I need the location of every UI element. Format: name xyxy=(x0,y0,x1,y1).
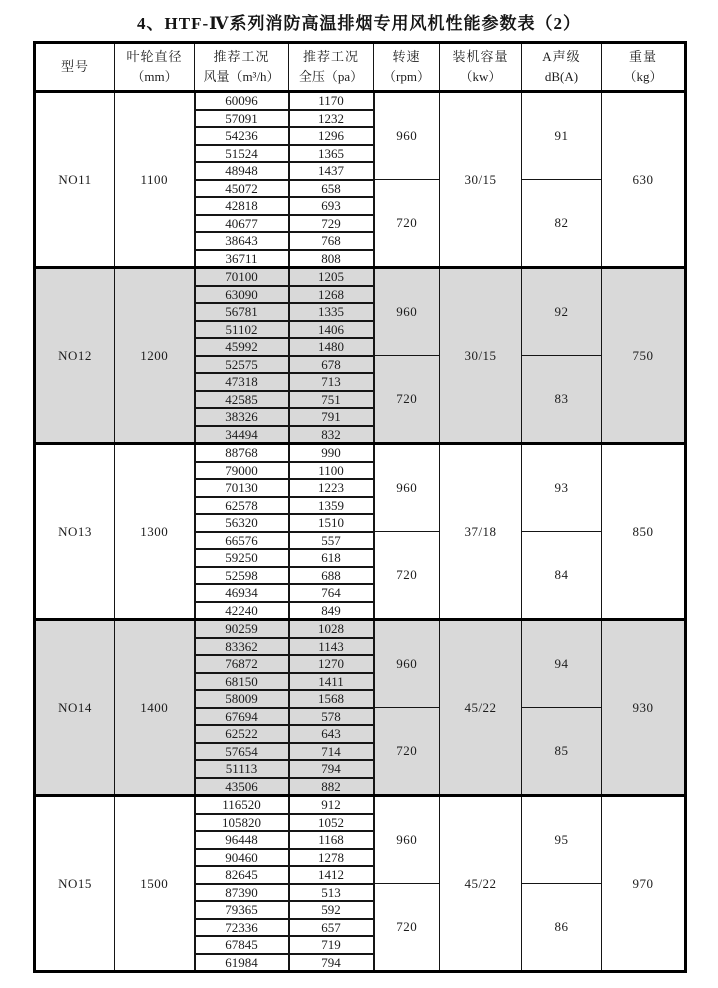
flow-cell: 68150 xyxy=(195,673,289,691)
column-header-line2: 风量（m³/h） xyxy=(203,69,280,84)
column-header-line1: 推荐工况 xyxy=(302,48,359,64)
pressure-cell: 1568 xyxy=(289,690,374,708)
flow-cell: 63090 xyxy=(195,286,289,304)
flow-cell: 57654 xyxy=(195,743,289,761)
flow-cell: 82645 xyxy=(195,866,289,884)
flow-cell: 70130 xyxy=(195,479,289,497)
model-cell: NO12 xyxy=(35,268,115,444)
pressure-cell: 1100 xyxy=(289,462,374,480)
flow-cell: 59250 xyxy=(195,549,289,567)
pressure-cell: 618 xyxy=(289,549,374,567)
weight-cell: 930 xyxy=(602,620,686,796)
pressure-cell: 1168 xyxy=(289,831,374,849)
flow-cell: 79365 xyxy=(195,901,289,919)
pressure-cell: 751 xyxy=(289,391,374,409)
flow-cell: 46934 xyxy=(195,584,289,602)
flow-cell: 45072 xyxy=(195,180,289,198)
flow-cell: 42585 xyxy=(195,391,289,409)
column-header xyxy=(115,43,195,92)
column-header-line2: （rpm） xyxy=(383,69,430,84)
pressure-cell: 729 xyxy=(289,215,374,233)
flow-cell: 48948 xyxy=(195,162,289,180)
pressure-cell: 1335 xyxy=(289,303,374,321)
pressure-cell: 688 xyxy=(289,567,374,585)
flow-cell: 58009 xyxy=(195,690,289,708)
column-header-line1: 转速 xyxy=(392,48,421,64)
rpm-cell: 960 xyxy=(374,92,440,180)
column-header-line1: 型号 xyxy=(60,58,89,74)
pressure-cell: 794 xyxy=(289,954,374,972)
pressure-cell: 657 xyxy=(289,919,374,937)
flow-cell: 62522 xyxy=(195,725,289,743)
pressure-cell: 678 xyxy=(289,356,374,374)
page-title: 4、HTF-Ⅳ系列消防高温排烟专用风机性能参数表（2） xyxy=(137,14,581,33)
pressure-cell: 1268 xyxy=(289,286,374,304)
column-header xyxy=(374,43,440,92)
column-header-line2: （mm） xyxy=(131,69,178,84)
column-header-line1: A声级 xyxy=(542,48,581,64)
flow-cell: 90259 xyxy=(195,620,289,638)
pressure-cell: 990 xyxy=(289,444,374,462)
flow-cell: 90460 xyxy=(195,849,289,867)
diameter-cell: 1400 xyxy=(115,620,195,796)
pressure-cell: 882 xyxy=(289,778,374,796)
flow-cell: 72336 xyxy=(195,919,289,937)
flow-cell: 51113 xyxy=(195,760,289,778)
weight-cell: 750 xyxy=(602,268,686,444)
table-body xyxy=(35,92,686,972)
table-header xyxy=(35,43,686,92)
pressure-cell: 1143 xyxy=(289,638,374,656)
pressure-cell: 808 xyxy=(289,250,374,268)
flow-cell: 52575 xyxy=(195,356,289,374)
model-cell: NO14 xyxy=(35,620,115,796)
column-header xyxy=(522,43,602,92)
flow-cell: 40677 xyxy=(195,215,289,233)
pressure-cell: 791 xyxy=(289,408,374,426)
diameter-cell: 1300 xyxy=(115,444,195,620)
pressure-cell: 714 xyxy=(289,743,374,761)
flow-cell: 43506 xyxy=(195,778,289,796)
rpm-cell: 720 xyxy=(374,884,440,972)
pressure-cell: 1480 xyxy=(289,338,374,356)
pressure-cell: 1052 xyxy=(289,814,374,832)
rpm-cell: 720 xyxy=(374,708,440,796)
flow-cell: 42240 xyxy=(195,602,289,620)
noise-cell: 94 xyxy=(522,620,602,708)
pressure-cell: 768 xyxy=(289,232,374,250)
column-header-line2: （kg） xyxy=(623,69,663,84)
column-header-line1: 推荐工况 xyxy=(213,48,270,64)
capacity-cell: 45/22 xyxy=(440,620,522,796)
flow-cell: 67694 xyxy=(195,708,289,726)
model-cell: NO11 xyxy=(35,92,115,268)
flow-cell: 96448 xyxy=(195,831,289,849)
fan-performance-table xyxy=(33,41,687,973)
flow-cell: 45992 xyxy=(195,338,289,356)
column-header xyxy=(440,43,522,92)
flow-cell: 116520 xyxy=(195,796,289,814)
noise-cell: 86 xyxy=(522,884,602,972)
flow-cell: 52598 xyxy=(195,567,289,585)
pressure-cell: 794 xyxy=(289,760,374,778)
weight-cell: 630 xyxy=(602,92,686,268)
capacity-cell: 30/15 xyxy=(440,92,522,268)
pressure-cell: 578 xyxy=(289,708,374,726)
pressure-cell: 1412 xyxy=(289,866,374,884)
pressure-cell: 693 xyxy=(289,197,374,215)
pressure-cell: 1028 xyxy=(289,620,374,638)
pressure-cell: 1406 xyxy=(289,321,374,339)
pressure-cell: 1437 xyxy=(289,162,374,180)
pressure-cell: 513 xyxy=(289,884,374,902)
column-header-line2: dB(A) xyxy=(544,69,579,84)
flow-cell: 70100 xyxy=(195,268,289,286)
table-row xyxy=(35,444,686,462)
column-header xyxy=(289,43,374,92)
pressure-cell: 1270 xyxy=(289,655,374,673)
pressure-cell: 912 xyxy=(289,796,374,814)
capacity-cell: 30/15 xyxy=(440,268,522,444)
pressure-cell: 1411 xyxy=(289,673,374,691)
table-row xyxy=(35,620,686,638)
model-cell: NO15 xyxy=(35,796,115,972)
noise-cell: 95 xyxy=(522,796,602,884)
pressure-cell: 1205 xyxy=(289,268,374,286)
flow-cell: 105820 xyxy=(195,814,289,832)
flow-cell: 56781 xyxy=(195,303,289,321)
pressure-cell: 1365 xyxy=(289,145,374,163)
column-header-line1: 装机容量 xyxy=(452,48,509,64)
rpm-cell: 960 xyxy=(374,796,440,884)
flow-cell: 76872 xyxy=(195,655,289,673)
weight-cell: 850 xyxy=(602,444,686,620)
noise-cell: 84 xyxy=(522,532,602,620)
diameter-cell: 1200 xyxy=(115,268,195,444)
column-header xyxy=(602,43,686,92)
flow-cell: 47318 xyxy=(195,373,289,391)
flow-cell: 38326 xyxy=(195,408,289,426)
flow-cell: 67845 xyxy=(195,936,289,954)
flow-cell: 66576 xyxy=(195,532,289,550)
pressure-cell: 1232 xyxy=(289,110,374,128)
flow-cell: 79000 xyxy=(195,462,289,480)
pressure-cell: 1510 xyxy=(289,514,374,532)
flow-cell: 62578 xyxy=(195,497,289,515)
flow-cell: 83362 xyxy=(195,638,289,656)
rpm-cell: 960 xyxy=(374,268,440,356)
flow-cell: 51524 xyxy=(195,145,289,163)
pressure-cell: 1223 xyxy=(289,479,374,497)
flow-cell: 36711 xyxy=(195,250,289,268)
flow-cell: 88768 xyxy=(195,444,289,462)
rpm-cell: 720 xyxy=(374,180,440,268)
flow-cell: 34494 xyxy=(195,426,289,444)
flow-cell: 38643 xyxy=(195,232,289,250)
column-header-line2: （kw） xyxy=(459,69,502,84)
noise-cell: 85 xyxy=(522,708,602,796)
pressure-cell: 1359 xyxy=(289,497,374,515)
column-header-line2: 全压（pa） xyxy=(298,69,364,84)
column-header xyxy=(195,43,289,92)
table-row xyxy=(35,268,686,286)
pressure-cell: 713 xyxy=(289,373,374,391)
model-cell: NO13 xyxy=(35,444,115,620)
pressure-cell: 764 xyxy=(289,584,374,602)
pressure-cell: 849 xyxy=(289,602,374,620)
flow-cell: 56320 xyxy=(195,514,289,532)
weight-cell: 970 xyxy=(602,796,686,972)
column-header-line1: 叶轮直径 xyxy=(126,48,183,64)
rpm-cell: 960 xyxy=(374,620,440,708)
capacity-cell: 37/18 xyxy=(440,444,522,620)
pressure-cell: 592 xyxy=(289,901,374,919)
pressure-cell: 1170 xyxy=(289,92,374,110)
flow-cell: 42818 xyxy=(195,197,289,215)
rpm-cell: 960 xyxy=(374,444,440,532)
flow-cell: 87390 xyxy=(195,884,289,902)
rpm-cell: 720 xyxy=(374,356,440,444)
header-row xyxy=(35,43,686,92)
noise-cell: 93 xyxy=(522,444,602,532)
diameter-cell: 1500 xyxy=(115,796,195,972)
flow-cell: 60096 xyxy=(195,92,289,110)
flow-cell: 61984 xyxy=(195,954,289,972)
column-header-line1: 重量 xyxy=(628,48,657,64)
flow-cell: 57091 xyxy=(195,110,289,128)
noise-cell: 82 xyxy=(522,180,602,268)
noise-cell: 92 xyxy=(522,268,602,356)
pressure-cell: 719 xyxy=(289,936,374,954)
capacity-cell: 45/22 xyxy=(440,796,522,972)
flow-cell: 54236 xyxy=(195,127,289,145)
column-header xyxy=(35,43,115,92)
noise-cell: 83 xyxy=(522,356,602,444)
rpm-cell: 720 xyxy=(374,532,440,620)
table-row xyxy=(35,92,686,110)
pressure-cell: 557 xyxy=(289,532,374,550)
pressure-cell: 832 xyxy=(289,426,374,444)
table-row xyxy=(35,796,686,814)
diameter-cell: 1100 xyxy=(115,92,195,268)
pressure-cell: 643 xyxy=(289,725,374,743)
noise-cell: 91 xyxy=(522,92,602,180)
pressure-cell: 1278 xyxy=(289,849,374,867)
pressure-cell: 658 xyxy=(289,180,374,198)
pressure-cell: 1296 xyxy=(289,127,374,145)
flow-cell: 51102 xyxy=(195,321,289,339)
